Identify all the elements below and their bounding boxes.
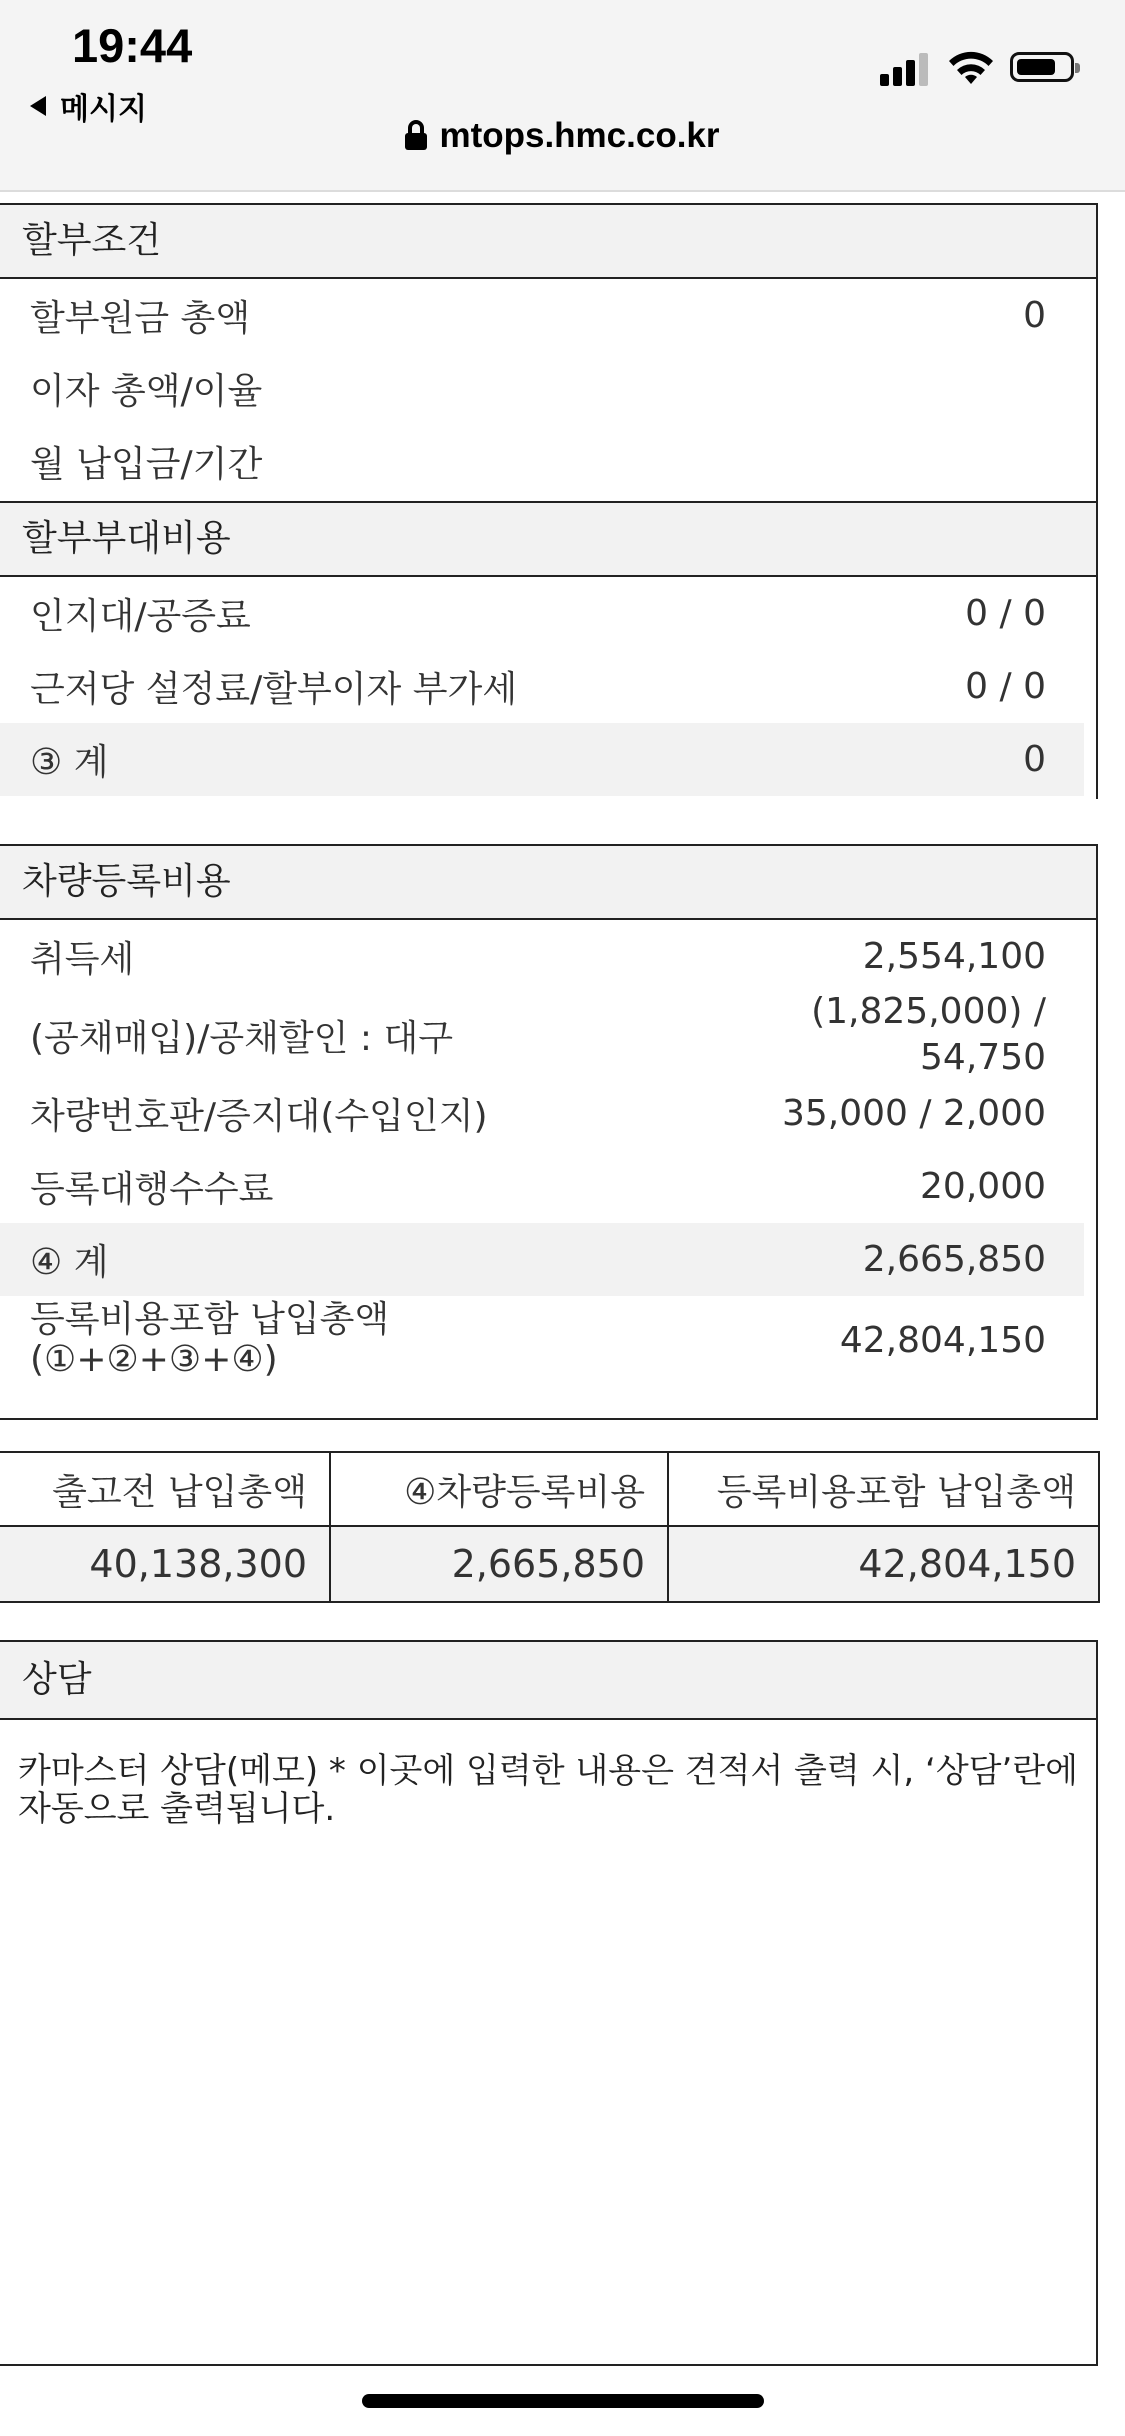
row-label: (공채매입)/공채할인 : 대구: [30, 1017, 453, 1059]
row-label: 취득세: [30, 939, 135, 980]
registration-costs-total-row: [0, 1223, 1084, 1296]
consult-memo-input[interactable]: [18, 1752, 1078, 2342]
summary-value-cell: 40,138,300: [0, 1526, 330, 1602]
row-value: 20,000: [920, 1166, 1046, 1207]
summary-value-row: [0, 1526, 1099, 1602]
summary-header-cell: ④차량등록비용: [330, 1452, 668, 1526]
row-label: ③ 계: [30, 742, 109, 783]
agency-fee-row: [0, 1150, 1096, 1223]
installment-costs-section: [0, 501, 1098, 799]
summary-value-cell: 42,804,150: [668, 1526, 1099, 1602]
acquisition-tax-row: [0, 920, 1096, 993]
monthly-payment-row: [0, 425, 1096, 498]
bond-value-line2: 54,750: [920, 1037, 1046, 1078]
summary-header-row: [0, 1452, 1099, 1526]
row-value: 0: [1023, 295, 1046, 336]
clock: 19:44: [72, 19, 193, 72]
summary-value-cell: 2,665,850: [330, 1526, 668, 1602]
bond-value-line1: (1,825,000) /: [811, 991, 1046, 1032]
battery-icon: [1010, 52, 1074, 82]
summary-header-cell: 등록비용포함 납입총액: [668, 1452, 1099, 1526]
installment-terms-section: [0, 203, 1098, 503]
section-title: 상담: [0, 1642, 1096, 1720]
section-title: 차량등록비용: [0, 846, 1096, 920]
lock-icon: [405, 120, 427, 150]
url-text: mtops.hmc.co.kr: [439, 116, 720, 155]
row-label: 등록대행수수료: [30, 1169, 274, 1210]
row-label: 할부원금 총액: [30, 298, 251, 339]
address-bar[interactable]: [0, 116, 1125, 156]
row-label: 이자 총액/이율: [30, 371, 263, 412]
grand-total-label-line1: 등록비용포함 납입총액: [30, 1299, 390, 1340]
row-value: 2,665,850: [862, 1239, 1046, 1280]
summary-header-cell: 출고전 납입총액: [0, 1452, 330, 1526]
interest-total-row: [0, 352, 1096, 425]
mortgage-vat-row: [0, 650, 1096, 723]
grand-total-row: [0, 1296, 1096, 1384]
row-value: [811, 989, 1046, 1081]
back-arrow-icon: [30, 96, 46, 116]
row-label: 차량번호판/증지대(수입인지): [30, 1096, 488, 1137]
bond-row: [0, 993, 1096, 1077]
row-value: 0 / 0: [965, 666, 1046, 707]
registration-costs-section: [0, 844, 1098, 1420]
row-value: 0: [1023, 739, 1046, 780]
cellular-signal-icon: [880, 52, 934, 86]
section-title: 할부조건: [0, 205, 1096, 279]
row-label: 근저당 설정료/할부이자 부가세: [30, 669, 518, 710]
grand-total-label-line2: (①+②+③+④): [30, 1339, 278, 1380]
wifi-icon: [948, 48, 994, 86]
section-title: 할부부대비용: [0, 503, 1096, 577]
consult-section: [0, 1640, 1098, 2366]
row-label: 월 납입금/기간: [30, 444, 263, 485]
home-indicator[interactable]: [362, 2394, 764, 2408]
plate-stamp-row: [0, 1077, 1096, 1150]
summary-table: [0, 1451, 1100, 1603]
row-value: 2,554,100: [862, 936, 1046, 977]
stamp-notary-row: [0, 577, 1096, 650]
row-label: [30, 1300, 389, 1380]
installment-costs-total-row: [0, 723, 1084, 796]
status-bar: [0, 0, 1125, 192]
row-label: ④ 계: [30, 1242, 109, 1283]
row-value: 42,804,150: [839, 1319, 1046, 1361]
back-label: 메시지: [60, 93, 147, 126]
row-label: 인지대/공증료: [30, 596, 251, 637]
row-value: 0 / 0: [965, 593, 1046, 634]
installment-principal-row: [0, 279, 1096, 352]
row-value: 35,000 / 2,000: [781, 1093, 1046, 1134]
